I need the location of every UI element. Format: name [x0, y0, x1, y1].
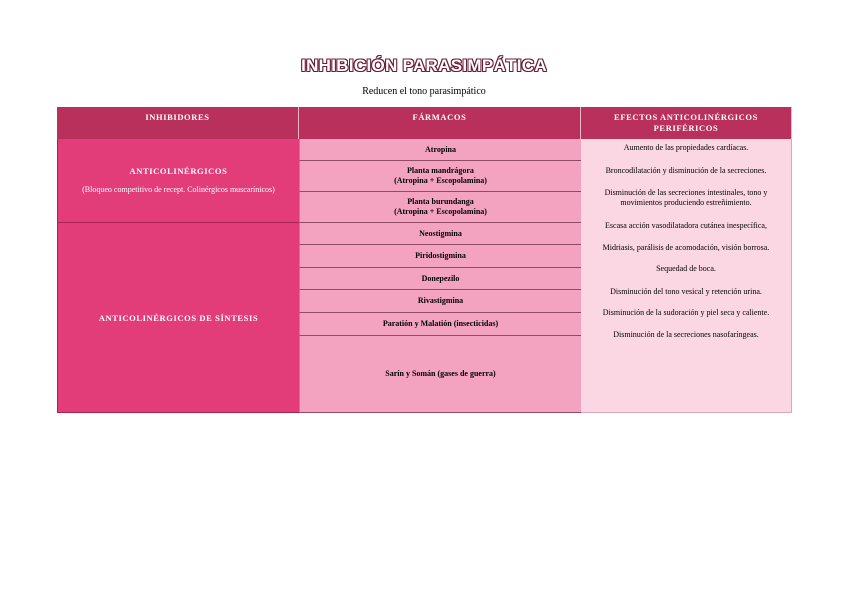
drug-cell	[299, 290, 581, 313]
drug-name: Rivastigmina	[417, 296, 464, 305]
drug-cell	[299, 336, 581, 413]
drug-composition: (Atropina + Escopolamina)	[394, 176, 487, 185]
drug-name: Piridostigmina	[415, 251, 466, 260]
effects-cell	[581, 139, 792, 413]
inhibitor-anticolinergicos-sintesis	[57, 223, 299, 413]
header-farmacos: FÁRMACOS	[299, 107, 581, 139]
effect-item: Midriasis, parálisis de acomodación, visión borrosa.	[602, 243, 770, 252]
drug-cell	[299, 161, 581, 192]
drug-name: Planta mandrágora	[407, 166, 474, 175]
drug-name: Planta burundanga	[407, 197, 474, 206]
drug-name: Donepezilo	[421, 273, 460, 283]
drug-cell	[299, 192, 581, 223]
inhibitor-note: (Bloqueo competitivo de recept. Colinérgicos muscarínicos)	[82, 185, 275, 194]
drug-cell	[299, 268, 581, 290]
drug-cell	[299, 139, 581, 161]
inhibition-table	[57, 107, 792, 413]
effect-item: Sequedad de boca.	[656, 264, 716, 273]
drug-name: Atropina	[425, 144, 456, 154]
drug-composition: (Atropina + Escopolamina)	[394, 207, 487, 216]
effect-item: Escasa acción vasodilatadora cutánea inespecífica,	[605, 221, 767, 230]
document-title: INHIBICIÓN PARASIMPÁTICA	[301, 56, 547, 75]
header-efectos: EFECTOS ANTICOLINÉRGICOS PERIFÉRICOS	[581, 107, 792, 139]
drug-name: Paratión y Malatión (insecticidas)	[382, 319, 499, 328]
drug-name: Sarín y Somán (gases de guerra)	[385, 369, 496, 378]
document-subtitle: Reducen el tono parasimpático	[362, 86, 486, 97]
drug-cell	[299, 313, 581, 336]
effect-item: Broncodilatación y disminución de la secreciones.	[605, 166, 767, 175]
effect-item: Disminución de las secreciones intestinales, tono y movimientos produciendo estreñimiento.	[604, 188, 768, 207]
header-inhibidores: INHIBIDORES	[57, 107, 299, 139]
inhibitor-anticolinergicos	[57, 139, 299, 223]
effect-item: Disminución de la secreciones nasofaríngeas.	[613, 330, 759, 339]
effect-item: Disminución de la sudoración y piel seca y caliente.	[602, 308, 770, 317]
effect-item: Aumento de las propiedades cardíacas.	[623, 143, 749, 152]
drug-cell	[299, 223, 581, 245]
drug-name: Neostigmina	[419, 228, 462, 238]
effect-item: Disminución del tono vesical y retención urina.	[610, 287, 762, 296]
drug-cell	[299, 245, 581, 268]
inhibitor-label: ANTICOLINÉRGICOS DE SÍNTESIS	[98, 312, 259, 323]
inhibitor-label: ANTICOLINÉRGICOS	[129, 166, 228, 176]
